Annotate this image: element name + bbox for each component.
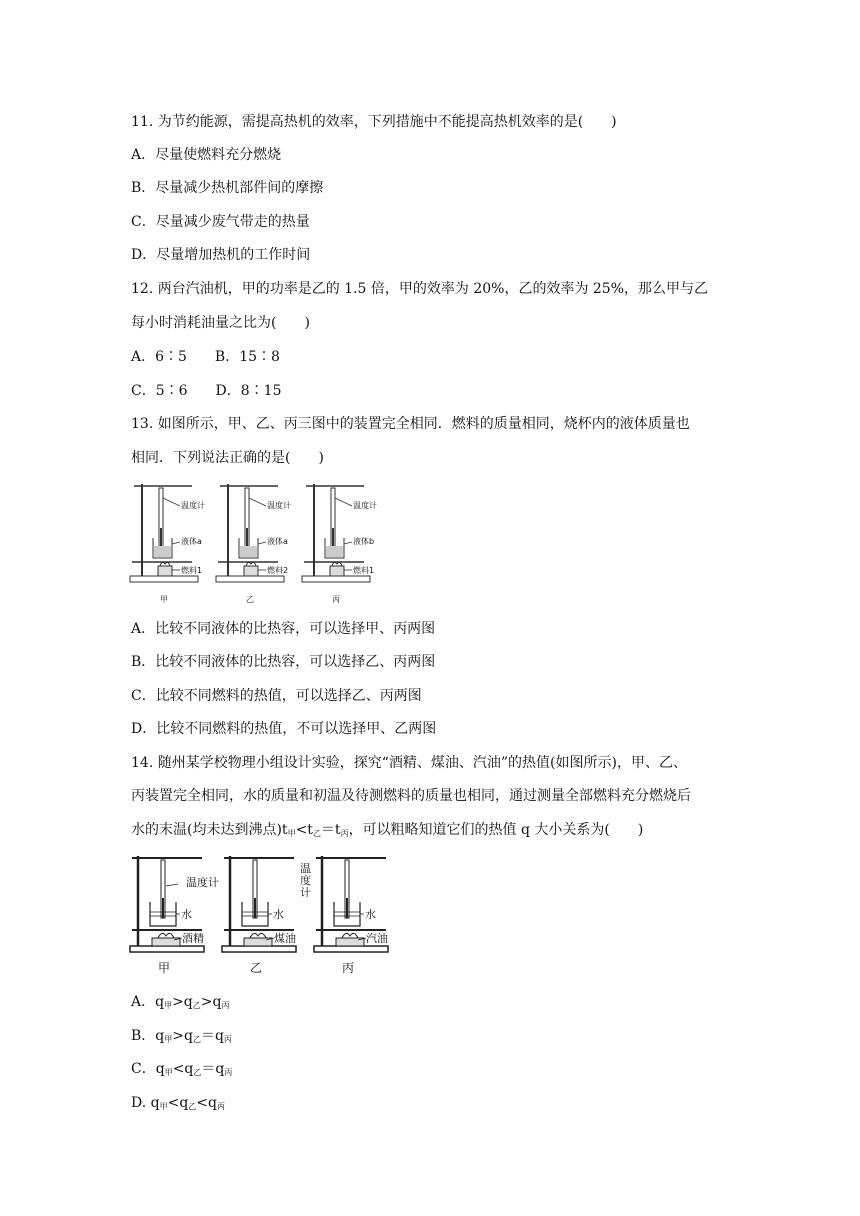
q11-option-b: B．尽量减少热机部件间的摩擦 bbox=[131, 180, 324, 196]
q14-stem-line3-tail: ，可以粗略知道它们的热值 q 大小关系为( ) bbox=[348, 822, 644, 838]
q14-b-rel-1: >q bbox=[172, 1028, 193, 1044]
q14-a-rel-1: >q bbox=[172, 994, 193, 1010]
q14-bing-fuel-label: 汽油 bbox=[366, 932, 388, 945]
q14-stem-compare-2: ＝t bbox=[320, 822, 341, 838]
q14-d-sub-2: 乙 bbox=[188, 1102, 197, 1111]
q14-option-c bbox=[131, 1060, 232, 1082]
q13-jia-caption: 甲 bbox=[160, 595, 168, 604]
q14-a-sub-2: 乙 bbox=[192, 1001, 201, 1010]
q13-jia-thermometer-label: 温度计 bbox=[181, 501, 205, 510]
q11-option-a: A．尽量使燃料充分燃烧 bbox=[131, 147, 282, 163]
q13-bing-thermometer-label: 温度计 bbox=[353, 501, 377, 510]
q14-b-lead: B．q bbox=[131, 1028, 165, 1044]
q12-stem-line1: 12. 两台汽油机，甲的功率是乙的 1.5 倍，甲的效率为 20%，乙的效率为 25%，那么甲与乙 bbox=[131, 281, 709, 297]
q14-d-lead: D. q bbox=[131, 1095, 160, 1111]
q13-panel-jia bbox=[130, 484, 205, 604]
q14-c-sub-2: 乙 bbox=[193, 1068, 202, 1077]
q13-option-d: D．比较不同燃料的热值，不可以选择甲、乙两图 bbox=[131, 721, 437, 737]
q12-options-cd: C．5∶6 D．8∶15 bbox=[131, 383, 282, 399]
q13-jia-liquid-label: 液体a bbox=[181, 537, 202, 546]
q14-stem-line2: 丙装置完全相同，水的质量和初温及待测燃料的质量也相同，通过测量全部燃料充分燃烧后 bbox=[131, 788, 691, 804]
q14-option-d bbox=[131, 1094, 225, 1116]
q14-panel-yi bbox=[222, 856, 296, 975]
q14-d-sub-3: 丙 bbox=[217, 1102, 225, 1111]
q14-c-rel-2: ＝q bbox=[201, 1061, 225, 1077]
q11-option-c: C．尽量减少废气带走的热量 bbox=[131, 214, 310, 230]
q14-b-rel-2: ＝q bbox=[200, 1028, 224, 1044]
q12-options-ab: A．6∶5 B．15∶8 bbox=[131, 349, 280, 365]
q13-apparatus-figure bbox=[128, 478, 388, 608]
q14-stem-line1: 14. 随州某学校物理小组设计实验，探究“酒精、煤油、汽油”的热值(如图所示)，甲、乙、 bbox=[131, 755, 687, 771]
q14-panel-jia bbox=[130, 856, 219, 975]
q14-d-sub-1: 甲 bbox=[159, 1102, 168, 1111]
q12-stem-line2: 每小时消耗油量之比为( ) bbox=[131, 315, 310, 331]
q14-stem-line3 bbox=[131, 821, 643, 843]
q14-bing-thermometer-char-2: 度 bbox=[300, 874, 311, 887]
q11-option-d: D．尽量增加热机的工作时间 bbox=[131, 247, 311, 263]
q14-a-sub-1: 甲 bbox=[164, 1001, 173, 1010]
q14-a-lead: A．q bbox=[131, 994, 165, 1010]
q14-c-sub-1: 甲 bbox=[164, 1068, 173, 1077]
q14-c-lead: C．q bbox=[131, 1061, 165, 1077]
q14-stem-compare-1: <t bbox=[295, 822, 313, 838]
q14-bing-caption: 丙 bbox=[342, 961, 355, 975]
q14-yi-fuel-label: 煤油 bbox=[274, 932, 296, 945]
q14-c-sub-3: 丙 bbox=[224, 1068, 233, 1077]
q14-c-rel-1: <q bbox=[172, 1061, 194, 1077]
q14-b-sub-1: 甲 bbox=[164, 1035, 173, 1044]
q13-panel-bing bbox=[302, 484, 377, 604]
q13-bing-caption: 丙 bbox=[332, 595, 340, 604]
q13-stem-line2: 相同．下列说法正确的是( ) bbox=[131, 450, 324, 466]
q14-b-sub-3: 丙 bbox=[223, 1035, 232, 1044]
q13-jia-fuel-label: 燃料1 bbox=[181, 566, 203, 575]
q13-option-b: B．比较不同液体的比热容，可以选择乙、丙两图 bbox=[131, 654, 436, 670]
q13-yi-caption: 乙 bbox=[246, 595, 254, 604]
q13-bing-liquid-label: 液体b bbox=[353, 537, 375, 546]
q14-d-rel-2: <q bbox=[196, 1095, 217, 1111]
q14-sub-bing: 丙 bbox=[340, 829, 349, 838]
q14-panel-bing bbox=[300, 856, 388, 975]
q14-jia-water-label: 水 bbox=[181, 908, 192, 921]
q14-d-rel-1: <q bbox=[167, 1095, 189, 1111]
q14-a-rel-2: >q bbox=[200, 994, 222, 1010]
q13-stem-line1: 13. 如图所示，甲、乙、丙三图中的装置完全相同．燃料的质量相同，烧杯内的液体质量也 bbox=[131, 416, 690, 432]
q13-panel-yi bbox=[216, 484, 291, 604]
q14-yi-caption: 乙 bbox=[250, 961, 263, 975]
q11-stem: 11. 为节约能源，需提高热机的效率，下列措施中不能提高热机效率的是( ) bbox=[131, 114, 617, 130]
q14-b-sub-2: 乙 bbox=[192, 1035, 201, 1044]
q14-bing-thermometer-char-1: 温 bbox=[300, 862, 311, 875]
q14-jia-thermometer-label: 温度计 bbox=[186, 876, 219, 889]
q14-stem-line3-text: 水的末温(均未达到沸点)t bbox=[131, 822, 288, 838]
q14-bing-thermometer-char-3: 计 bbox=[300, 886, 311, 899]
q14-bing-water-label: 水 bbox=[365, 908, 376, 921]
q13-yi-liquid-label: 液体a bbox=[267, 537, 288, 546]
q14-option-a bbox=[131, 993, 229, 1015]
q13-option-c: C．比较不同燃料的热值，可以选择乙、丙两图 bbox=[131, 688, 422, 704]
q13-bing-fuel-label: 燃料1 bbox=[353, 566, 375, 575]
q14-sub-yi: 乙 bbox=[312, 829, 321, 838]
q14-a-sub-3: 丙 bbox=[221, 1001, 230, 1010]
q13-yi-fuel-label: 燃料2 bbox=[267, 566, 289, 575]
q13-option-a: A．比较不同液体的比热容，可以选择甲、丙两图 bbox=[131, 621, 436, 637]
q14-jia-caption: 甲 bbox=[158, 961, 171, 975]
q14-yi-water-label: 水 bbox=[273, 908, 284, 921]
q14-option-b bbox=[131, 1027, 232, 1049]
q14-jia-fuel-label: 酒精 bbox=[182, 932, 204, 945]
q14-sub-jia: 甲 bbox=[287, 829, 296, 838]
q14-apparatus-figure bbox=[128, 850, 390, 978]
q13-yi-thermometer-label: 温度计 bbox=[267, 501, 291, 510]
